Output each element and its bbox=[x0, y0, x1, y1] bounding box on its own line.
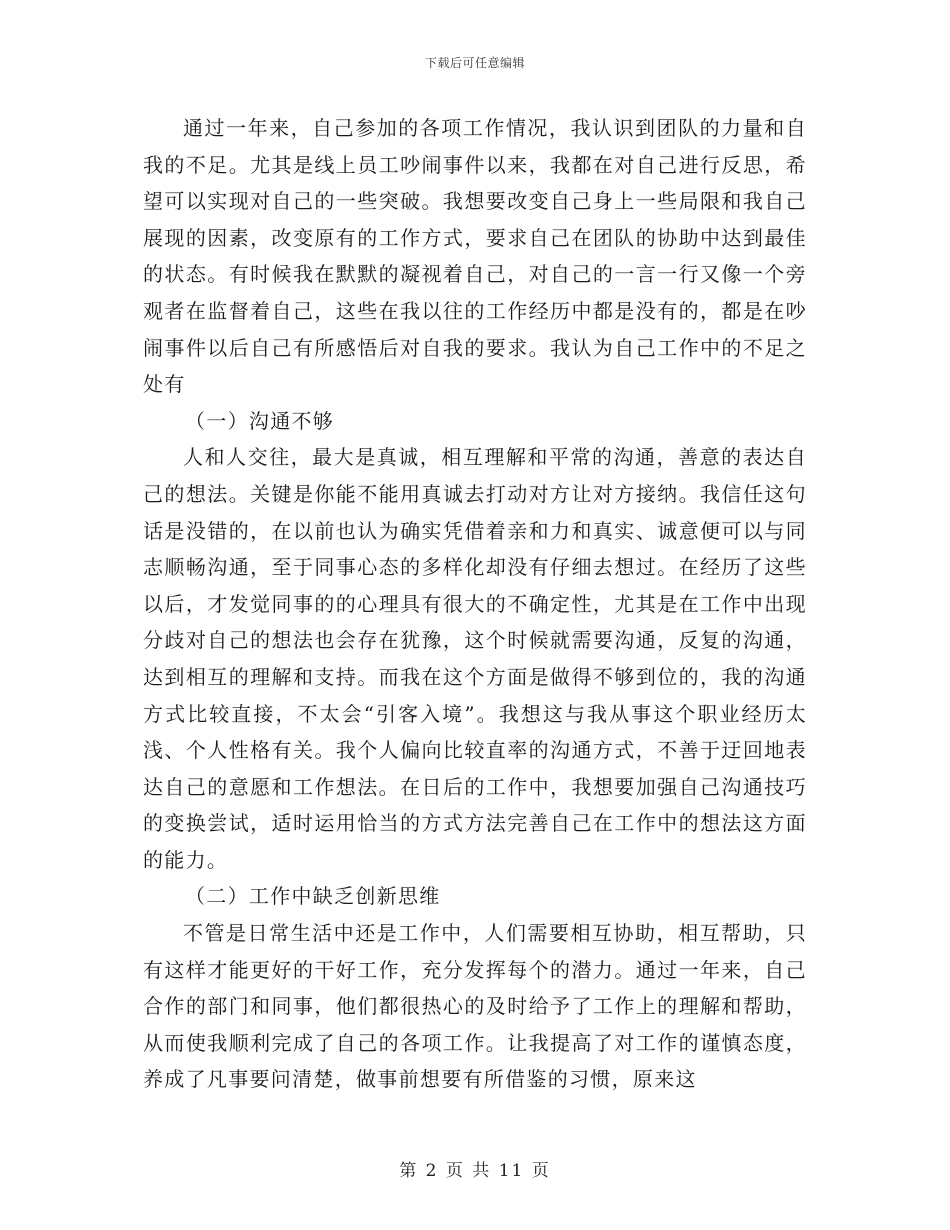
section-heading-communication: （一）沟通不够 bbox=[185, 408, 335, 433]
section-heading-innovation: （二）工作中缺乏创新思维 bbox=[185, 884, 441, 909]
paragraph-intro: 通过一年来，自己参加的各项工作情况，我认识到团队的力量和自我的不足。尤其是线上员工吵闹事件以来，我都在对自己进行反思，希望可以实现对自己的一些突破。我想要改变自己身上一些局限和我自己展现的因素，改变原有的工作方式，要求自己在团队的协助中达到最佳的状态。有时候我在默默的凝视着自己，对自己的一言一行又像一个旁观者在监督着自己，这些在我以往的工作经历中都是没有的，都是在吵闹事件以后自己有所感悟后对自我的要求。我认为自己工作中的不足之处有 bbox=[143, 116, 807, 397]
paragraph-communication: 人和人交往，最大是真诚，相互理解和平常的沟通，善意的表达自己的想法。关键是你能不能用真诚去打动对方让对方接纳。我信任这句话是没错的，在以前也认为确实凭借着亲和力和真实、诚意便可以与同志顺畅沟通，至于同事心态的多样化却没有仔细去想过。在经历了这些以后，才发觉同事的的心理具有很大的不确定性，尤其是在工作中出现分歧对自己的想法也会存在犹豫，这个时候就需要沟通，反复的沟通，达到相互的理解和支持。而我在这个方面是做得不够到位的，我的沟通方式比较直接，不太会“引客入境”。我想这与我从事这个职业经历太浅、个人性格有关。我个人偏向比较直率的沟通方式，不善于迂回地表达自己的意愿和工作想法。在日后的工作中，我想要加强自己沟通技巧的变换尝试，适时运用恰当的方式方法完善自己在工作中的想法这方面的能力。 bbox=[143, 445, 807, 872]
document-body bbox=[143, 110, 807, 1098]
page-number: 第 2 页 共 11 页 bbox=[399, 1161, 551, 1181]
page-header: 下载后可任意编辑 bbox=[424, 56, 525, 70]
paragraph-innovation: 不管是日常生活中还是工作中，人们需要相互协助，相互帮助，只有这样才能更好的干好工作，充分发挥每个的潜力。通过一年来，自己合作的部门和同事，他们都很热心的及时给予了工作上的理解和帮助，从而使我顺利完成了自己的各项工作。让我提高了对工作的谨慎态度，养成了凡事要问清楚，做事前想要有所借鉴的习惯，原来这 bbox=[143, 921, 807, 1092]
